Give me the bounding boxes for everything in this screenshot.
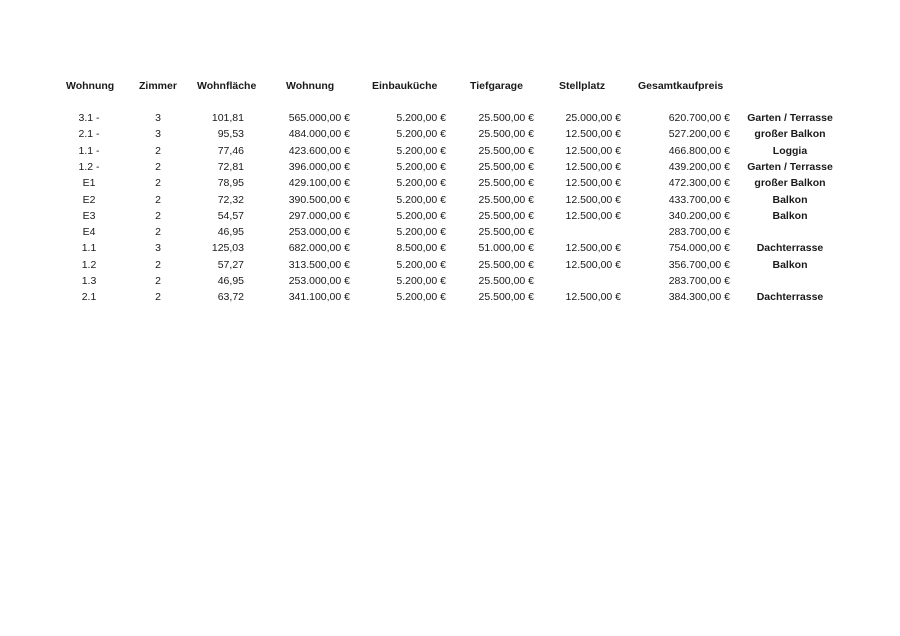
cell-gesamtkaufpreis: 433.700,00 €: [668, 193, 730, 206]
cell-wohnung-preis: 396.000,00 €: [288, 160, 350, 173]
cell-ausstattung: Dachterrasse: [756, 242, 824, 255]
cell-wohnflaeche: 54,57: [217, 209, 244, 222]
cell-wohnung: 1.2: [81, 258, 97, 271]
table-row: [0, 257, 900, 273]
cell-stellplatz: 12.500,00 €: [565, 144, 621, 157]
cell-zimmer: 2: [155, 291, 161, 304]
table-row: [0, 289, 900, 305]
table-row: [0, 175, 900, 191]
cell-tiefgarage: 25.500,00 €: [478, 128, 534, 141]
cell-tiefgarage: 25.500,00 €: [478, 112, 534, 124]
cell-wohnung-preis: 253.000,00 €: [288, 275, 350, 287]
cell-tiefgarage: 25.500,00 €: [478, 226, 534, 239]
table-row: [0, 273, 900, 289]
cell-wohnung-preis: 253.000,00 €: [288, 226, 350, 239]
cell-einbaukueche: 5.200,00 €: [396, 112, 446, 124]
cell-zimmer: 2: [155, 144, 161, 157]
cell-zimmer: 2: [155, 258, 161, 271]
cell-wohnflaeche: 72,81: [217, 160, 244, 173]
table-row: [0, 159, 900, 175]
cell-tiefgarage: 51.000,00 €: [478, 242, 534, 255]
table-row: [0, 208, 900, 224]
cell-tiefgarage: 25.500,00 €: [478, 144, 534, 157]
cell-wohnung: 2.1: [81, 291, 97, 304]
cell-einbaukueche: 5.200,00 €: [396, 177, 446, 190]
cell-wohnung: 1.3: [81, 275, 97, 287]
cell-gesamtkaufpreis: 472.300,00 €: [668, 177, 730, 190]
cell-wohnung: 1.2 -: [78, 160, 100, 173]
cell-wohnung: E4: [82, 226, 96, 239]
cell-zimmer: 2: [155, 193, 161, 206]
cell-wohnflaeche: 95,53: [217, 128, 244, 141]
cell-wohnflaeche: 57,27: [217, 258, 244, 271]
cell-zimmer: 3: [155, 112, 161, 124]
cell-wohnung-preis: 297.000,00 €: [288, 209, 350, 222]
cell-zimmer: 2: [155, 160, 161, 173]
cell-stellplatz: 12.500,00 €: [565, 291, 621, 304]
table-row: [0, 224, 900, 240]
cell-gesamtkaufpreis: 754.000,00 €: [668, 242, 730, 255]
cell-einbaukueche: 5.200,00 €: [396, 258, 446, 271]
header-wohnflaeche: Wohnfläche: [197, 80, 257, 92]
header-stellplatz: Stellplatz: [559, 80, 606, 92]
cell-gesamtkaufpreis: 620.700,00 €: [668, 112, 730, 124]
cell-wohnung: 1.1: [81, 242, 97, 255]
cell-wohnung-preis: 423.600,00 €: [288, 144, 350, 157]
cell-einbaukueche: 5.200,00 €: [396, 291, 446, 304]
table-row: [0, 240, 900, 256]
cell-zimmer: 2: [155, 226, 161, 239]
cell-ausstattung: großer Balkon: [754, 177, 826, 190]
cell-stellplatz: 12.500,00 €: [565, 177, 621, 190]
cell-wohnung: 2.1 -: [78, 128, 100, 141]
cell-ausstattung: großer Balkon: [754, 128, 826, 141]
cell-wohnung: 1.1 -: [78, 144, 100, 157]
cell-wohnflaeche: 77,46: [217, 144, 244, 157]
cell-wohnung-preis: 341.100,00 €: [288, 291, 350, 304]
cell-einbaukueche: 5.200,00 €: [396, 209, 446, 222]
cell-gesamtkaufpreis: 384.300,00 €: [668, 291, 730, 304]
cell-gesamtkaufpreis: 439.200,00 €: [668, 160, 730, 173]
cell-wohnung-preis: 429.100,00 €: [288, 177, 350, 190]
cell-wohnflaeche: 46,95: [217, 275, 244, 287]
cell-wohnung-preis: 390.500,00 €: [288, 193, 350, 206]
cell-wohnung: 3.1 -: [78, 112, 100, 124]
cell-stellplatz: 12.500,00 €: [565, 242, 621, 255]
cell-einbaukueche: 5.200,00 €: [396, 144, 446, 157]
cell-wohnung-preis: 682.000,00 €: [288, 242, 350, 255]
cell-ausstattung: Balkon: [772, 209, 808, 222]
cell-stellplatz: 12.500,00 €: [565, 128, 621, 141]
cell-wohnflaeche: 72,32: [217, 193, 244, 206]
cell-ausstattung: Garten / Terrasse: [747, 160, 833, 173]
header-gesamtkaufpreis: Gesamtkaufpreis: [638, 80, 724, 92]
cell-zimmer: 2: [155, 275, 161, 287]
cell-wohnflaeche: 101,81: [211, 112, 244, 124]
cell-tiefgarage: 25.500,00 €: [478, 209, 534, 222]
cell-stellplatz: 12.500,00 €: [565, 160, 621, 173]
cell-zimmer: 2: [155, 177, 161, 190]
cell-wohnung-preis: 484.000,00 €: [288, 128, 350, 141]
cell-gesamtkaufpreis: 466.800,00 €: [668, 144, 730, 157]
table-row: [0, 126, 900, 142]
table-row: [0, 192, 900, 208]
cell-gesamtkaufpreis: 527.200,00 €: [668, 128, 730, 141]
cell-wohnung: E1: [82, 177, 96, 190]
cell-ausstattung: Balkon: [772, 193, 808, 206]
header-wohnung: Wohnung: [66, 80, 115, 92]
cell-einbaukueche: 5.200,00 €: [396, 226, 446, 239]
header-einbaukueche: Einbauküche: [372, 80, 438, 92]
cell-einbaukueche: 5.200,00 €: [396, 160, 446, 173]
header-zimmer: Zimmer: [139, 80, 177, 92]
cell-tiefgarage: 25.500,00 €: [478, 177, 534, 190]
cell-stellplatz: 12.500,00 €: [565, 193, 621, 206]
cell-stellplatz: 25.000,00 €: [565, 112, 621, 124]
cell-wohnflaeche: 63,72: [217, 291, 244, 304]
cell-gesamtkaufpreis: 283.700,00 €: [668, 275, 730, 287]
cell-zimmer: 3: [155, 128, 161, 141]
cell-wohnung-preis: 313.500,00 €: [288, 258, 350, 271]
cell-gesamtkaufpreis: 340.200,00 €: [668, 209, 730, 222]
cell-zimmer: 3: [155, 242, 161, 255]
cell-tiefgarage: 25.500,00 €: [478, 258, 534, 271]
cell-wohnflaeche: 46,95: [217, 226, 244, 239]
table-row: [0, 143, 900, 159]
cell-einbaukueche: 5.200,00 €: [396, 128, 446, 141]
cell-tiefgarage: 25.500,00 €: [478, 291, 534, 304]
cell-gesamtkaufpreis: 356.700,00 €: [668, 258, 730, 271]
cell-wohnflaeche: 78,95: [217, 177, 244, 190]
cell-einbaukueche: 5.200,00 €: [396, 193, 446, 206]
cell-stellplatz: 12.500,00 €: [565, 209, 621, 222]
cell-wohnung-preis: 565.000,00 €: [288, 112, 350, 124]
cell-wohnflaeche: 125,03: [211, 242, 244, 255]
cell-stellplatz: 12.500,00 €: [565, 258, 621, 271]
header-tiefgarage: Tiefgarage: [470, 80, 523, 92]
cell-tiefgarage: 25.500,00 €: [478, 160, 534, 173]
header-wohnung-preis: Wohnung: [286, 80, 335, 92]
table-row: [0, 110, 900, 126]
cell-tiefgarage: 25.500,00 €: [478, 275, 534, 287]
cell-ausstattung: Balkon: [772, 258, 808, 271]
cell-ausstattung: Loggia: [772, 144, 808, 157]
cell-einbaukueche: 5.200,00 €: [396, 275, 446, 287]
cell-ausstattung: Dachterrasse: [756, 291, 824, 304]
cell-wohnung: E2: [82, 193, 96, 206]
cell-gesamtkaufpreis: 283.700,00 €: [668, 226, 730, 239]
cell-ausstattung: Garten / Terrasse: [747, 112, 833, 124]
cell-zimmer: 2: [155, 209, 161, 222]
cell-tiefgarage: 25.500,00 €: [478, 193, 534, 206]
cell-einbaukueche: 8.500,00 €: [396, 242, 446, 255]
cell-wohnung: E3: [82, 209, 96, 222]
